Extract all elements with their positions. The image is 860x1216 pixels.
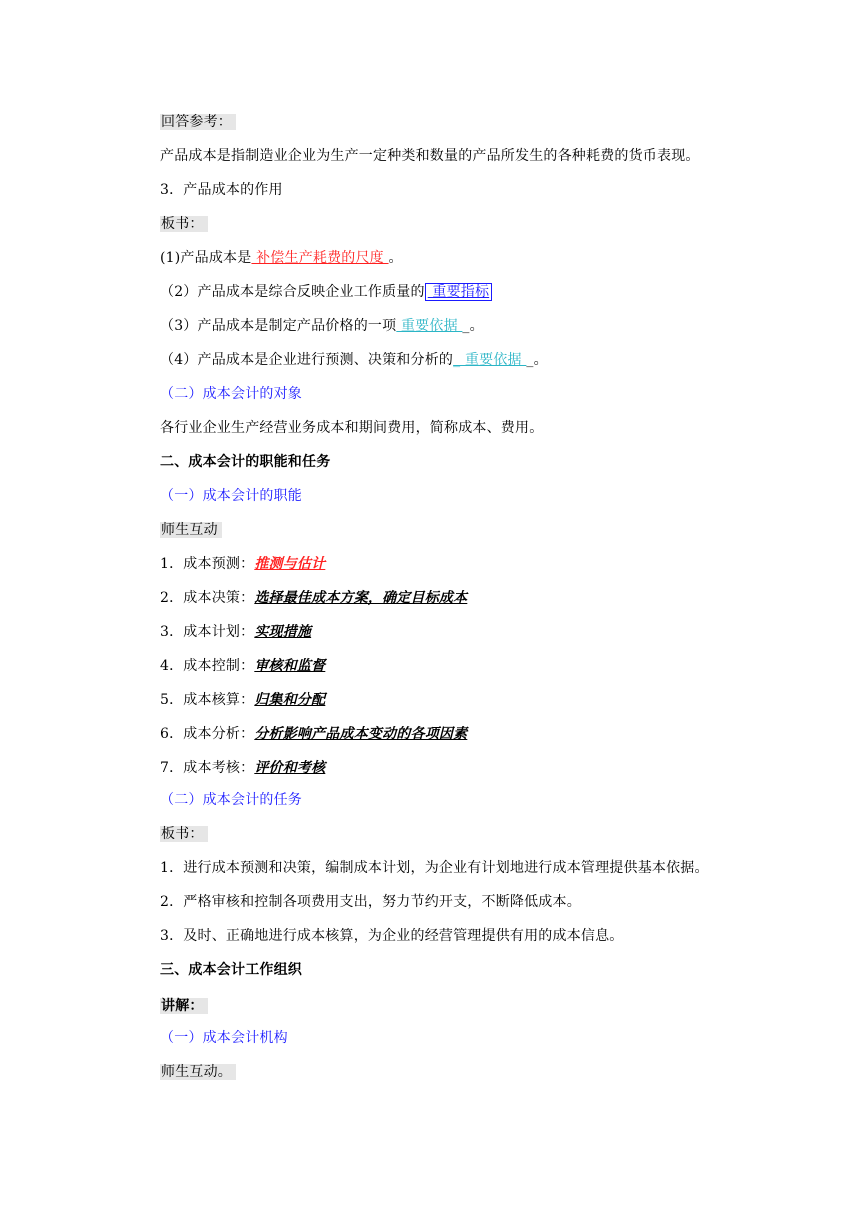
task-item: 1．进行成本预测和决策，编制成本计划，为企业有计划地进行成本管理提供基本依据。	[160, 860, 709, 876]
role-item-1: (1)产品成本是 补偿生产耗费的尺度 。	[160, 250, 403, 266]
function-item: 1．成本预测：推测与估计	[160, 556, 326, 572]
function-item: 2．成本决策：选择最佳成本方案，确定目标成本	[160, 590, 468, 606]
function-item: 4．成本控制：审核和监督	[160, 658, 326, 674]
role-item-3: （3）产品成本是制定产品价格的一项 重要依据 _。	[160, 318, 484, 334]
task-item: 2．严格审核和控制各项费用支出，努力节约开支，不断降低成本。	[160, 894, 581, 910]
role-item-2: （2）产品成本是综合反映企业工作质量的 重要指标	[160, 282, 492, 302]
object-text: 各行业企业生产经营业务成本和期间费用，简称成本、费用。	[160, 420, 544, 436]
fill-blank-answer: _ 重要依据	[453, 352, 527, 368]
answer-heading: 回答参考：	[160, 112, 236, 132]
tasks-board-label: 板书：	[160, 824, 208, 844]
functions-subheading: （一）成本会计的职能	[160, 488, 302, 504]
task-item: 3．及时、正确地进行成本核算，为企业的经营管理提供有用的成本信息。	[160, 928, 624, 944]
functions-interaction-label: 师生互动	[160, 520, 222, 540]
organization-interaction-label: 师生互动。	[160, 1062, 236, 1082]
organization-heading: 三、成本会计工作组织	[160, 962, 302, 978]
function-item: 6．成本分析：分析影响产品成本变动的各项因素	[160, 726, 468, 742]
role-item-4: （4）产品成本是企业进行预测、决策和分析的_ 重要依据 _。	[160, 352, 548, 368]
function-item: 5．成本核算：归集和分配	[160, 692, 326, 708]
lecture-label: 讲解：	[160, 996, 208, 1016]
answer-text: 产品成本是指制造业企业为生产一定种类和数量的产品所发生的各种耗费的货币表现。	[160, 148, 700, 164]
fill-blank-answer: 补偿生产耗费的尺度	[251, 250, 389, 266]
function-item: 3．成本计划：实现措施	[160, 624, 312, 640]
functions-heading: 二、成本会计的职能和任务	[160, 454, 331, 470]
object-subheading: （二）成本会计的对象	[160, 386, 302, 402]
function-item: 7．成本考核：评价和考核	[160, 760, 326, 776]
role-board-label: 板书：	[160, 214, 208, 234]
organization-subheading: （一）成本会计机构	[160, 1030, 288, 1046]
tasks-subheading: （二）成本会计的任务	[160, 792, 302, 808]
role-heading: 3．产品成本的作用	[160, 182, 283, 198]
fill-blank-answer: 重要依据	[396, 318, 463, 334]
fill-blank-answer: 重要指标	[425, 283, 492, 301]
